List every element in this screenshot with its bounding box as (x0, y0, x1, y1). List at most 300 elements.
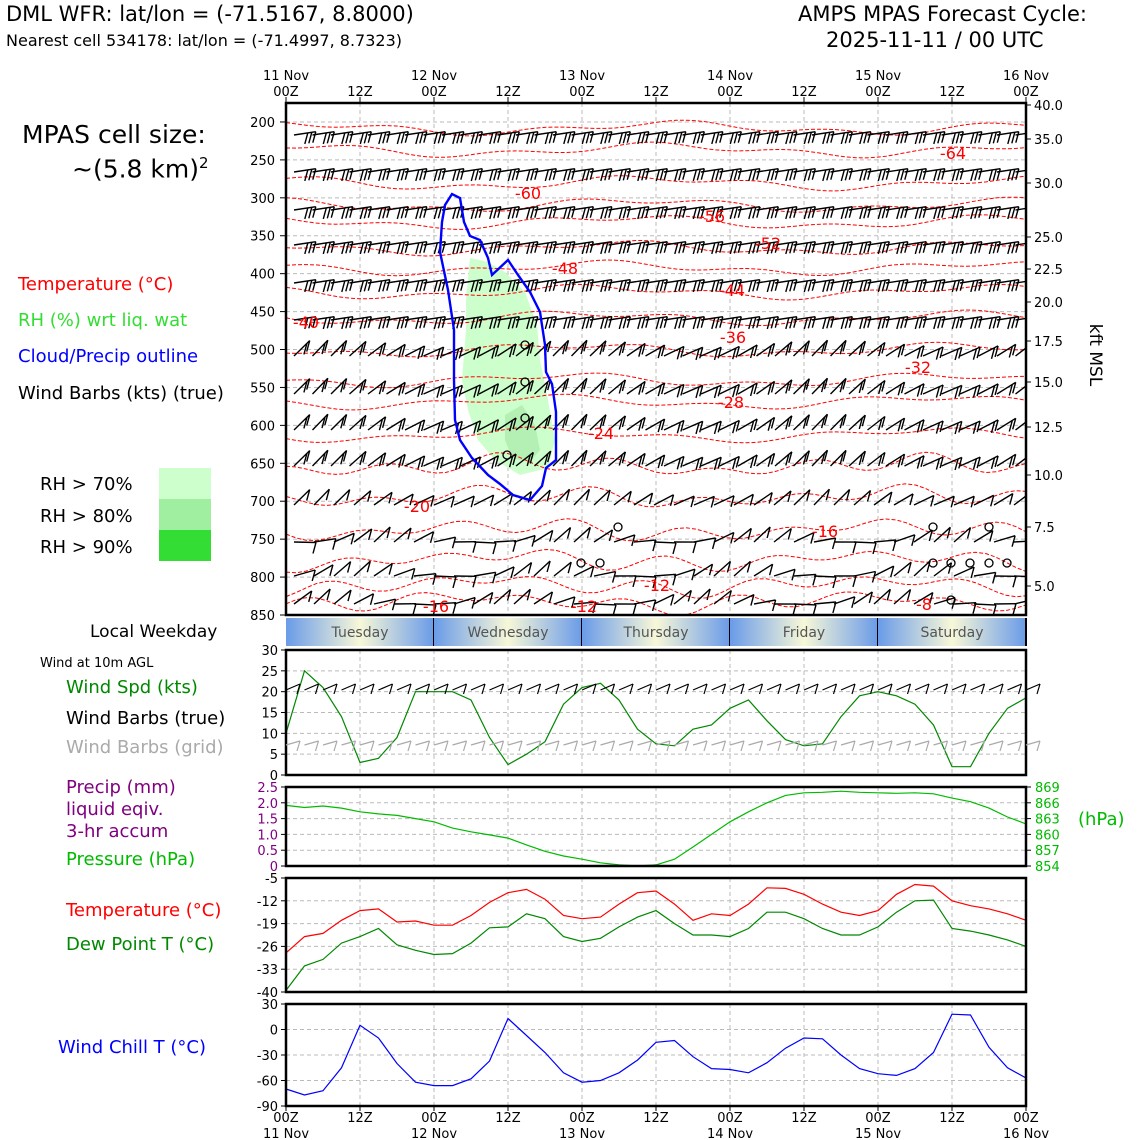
wind-barb-flag (471, 208, 474, 219)
wind-barb (474, 542, 496, 543)
wind-barb-grid (730, 741, 744, 745)
wind-barb-flag (827, 317, 830, 328)
wind-barb (734, 528, 751, 542)
wind-barb-flag (993, 572, 996, 583)
wind-barb-flag (471, 170, 474, 181)
wind-barb-flag (342, 281, 345, 292)
x-tick-label-bottom: 00Z (1013, 1111, 1039, 1126)
calm-wind-circle (1003, 559, 1011, 567)
wind-barb-flag (923, 132, 926, 143)
wind-barb (1014, 492, 1032, 505)
wind-barb-flag (387, 317, 390, 328)
wind-barb-flag (901, 317, 904, 328)
wind-barb-grid-flag (889, 741, 892, 751)
wind-barb-flag (683, 207, 686, 218)
wind-barb-flag (697, 132, 700, 143)
wind-barb-flag (590, 242, 593, 253)
wind-barb-flag (771, 207, 774, 218)
wind-barb-flag (749, 133, 752, 144)
wind-10m-panel (261, 644, 1040, 784)
temperature-dewpoint-panel (257, 872, 1026, 1001)
wind-barb-flag (757, 207, 760, 218)
wind-barb-flag (979, 207, 982, 218)
wind-barb-flag (493, 543, 496, 554)
wind-barb-flag (915, 133, 918, 144)
wind-barb-flag (868, 169, 871, 180)
wind-barb (734, 595, 754, 604)
wind-barb-flag (886, 317, 889, 328)
wind-barb-flag (886, 132, 889, 143)
calm-wind-circle (985, 559, 993, 567)
wind-barb-flag (564, 318, 567, 329)
wind-barb-flag (461, 132, 464, 143)
wind-barb-flag (956, 317, 959, 328)
wind-barb (794, 604, 816, 605)
wind-barb (594, 604, 616, 605)
wind-barb-flag (749, 281, 752, 292)
wind-barb-flag (572, 317, 575, 328)
wind-barb-flag (553, 207, 556, 218)
panel-tick-label-left: -40 (256, 986, 278, 1001)
wind-barb-flag (475, 132, 478, 143)
wind-barb-flag (679, 169, 682, 180)
wind-barb-flag (405, 132, 408, 143)
wind-barb-flag (346, 280, 349, 291)
wind-barb-flag (586, 207, 589, 218)
x-day-label-bottom: 13 Nov (558, 1127, 606, 1140)
wind-barb-grid-flag (612, 741, 615, 751)
wind-barb (701, 347, 721, 356)
wind-barb-flag (379, 133, 382, 144)
wind-barb-flag (638, 208, 641, 219)
wind-barb-flag (693, 170, 696, 181)
wind-barb-flag (716, 317, 719, 328)
wind-barb-grid (286, 741, 300, 745)
wind-barb-flag (453, 208, 456, 219)
wind-barb (868, 453, 885, 467)
wind-barb-flag (360, 318, 363, 329)
precip-label-1: Precip (mm) (66, 777, 176, 798)
wind-barb-flag (919, 207, 922, 218)
wind-barb-flag (313, 169, 316, 180)
wind-barb-flag (346, 207, 349, 218)
wind-barb-flag (942, 242, 945, 253)
wind-barb-flag (915, 208, 918, 219)
wind-barb-grid-flag (778, 741, 781, 751)
wind-barb-flag (535, 132, 538, 143)
wind-barb-flag (401, 207, 404, 218)
wind-barb-flag (720, 169, 723, 180)
wind-barb-flag (989, 318, 992, 329)
wind-barb-flag (549, 132, 552, 143)
y-tick-label-right: 25.0 (1034, 231, 1063, 246)
wind-barb-flag (360, 170, 363, 181)
wind-barb-flag (568, 132, 571, 143)
wind-barb-flag (660, 317, 663, 328)
x-day-label-top: 16 Nov (1002, 69, 1050, 84)
wind-barb-flag (572, 169, 575, 180)
wind-barb (923, 385, 943, 394)
wind-barb-grid (305, 741, 319, 745)
wind-barb-flag (368, 280, 371, 291)
wind-barb-flag (405, 242, 408, 253)
wind-barb-grid (1026, 741, 1040, 745)
wind-barb (1016, 343, 1034, 356)
wind-barb-flag (582, 243, 585, 254)
wind-barb-flag (868, 207, 871, 218)
pressure-unit-label: (hPa) (1078, 809, 1125, 830)
wind-barb-flag (627, 242, 630, 253)
wind-barb-flag (790, 207, 793, 218)
wind-barb-flag (638, 170, 641, 181)
y-tick-label-right: 7.5 (1034, 521, 1055, 536)
wind-barb-flag (401, 317, 404, 328)
wind-barb-flag (397, 133, 400, 144)
wind-barb-flag (1008, 281, 1011, 292)
wind-barb (494, 567, 514, 576)
wind-barb-flag (609, 280, 612, 291)
wind-barb-grid (360, 741, 374, 745)
wind-barb-flag (827, 169, 830, 180)
wind-barb-flag (956, 169, 959, 180)
x-tick-label-top: 00Z (569, 85, 595, 100)
wind-barb-flag (1034, 207, 1037, 218)
wind-barb-flag (405, 280, 408, 291)
wind-barb-flag (775, 132, 778, 143)
wind-barb-grid (342, 741, 356, 745)
wind-barb-flag (490, 170, 493, 181)
wind-barb-flag (864, 132, 867, 143)
wind-barb-flag (720, 242, 723, 253)
wind-barb-flag (827, 280, 830, 291)
wind-barb-grid (471, 741, 485, 745)
wind-barb-flag (405, 169, 408, 180)
wind-barb-grid-flag (926, 741, 929, 751)
x-day-label-bottom: 16 Nov (1002, 1127, 1050, 1140)
wind-barb-grid-flag (556, 741, 559, 751)
wind-barb-flag (368, 169, 371, 180)
wind-barb-flag (642, 207, 645, 218)
wind-barb-flag (549, 317, 552, 328)
wind-barb-flag (749, 318, 752, 329)
wind-barb-flag (697, 317, 700, 328)
wind-barb-flag (831, 242, 834, 253)
wind-barb-flag (757, 132, 760, 143)
temperature-contour-label: -44 (718, 281, 746, 300)
wind-barb-flag (786, 281, 789, 292)
wind-barb (442, 385, 462, 394)
wind-barb-flag (886, 280, 889, 291)
wind-barb-flag (773, 600, 776, 611)
wind-barb-flag (841, 243, 844, 254)
wind-barb-flag (712, 170, 715, 181)
wind-barb-flag (438, 280, 441, 291)
wind-barb-flag (767, 133, 770, 144)
wind-barb (714, 533, 734, 543)
wind-barb-flag (960, 132, 963, 143)
wind-barb-flag (808, 132, 811, 143)
wind-barb-flag (971, 133, 974, 144)
wind-barb-flag (313, 207, 316, 218)
wind-barb-flag (720, 132, 723, 143)
wind-barb-grid-flag (519, 741, 522, 751)
wind-barb-flag (864, 169, 867, 180)
wind-barb-flag (753, 317, 756, 328)
wind-barb-grid-flag (427, 741, 430, 751)
temperature-contour-label: -32 (904, 358, 932, 377)
wind-barb-flag (405, 317, 408, 328)
wind-barb-flag (804, 318, 807, 329)
wind-barb-flag (350, 132, 353, 143)
wind-barb-flag (638, 318, 641, 329)
wind-barb-flag (901, 207, 904, 218)
wind-barb-flag (512, 207, 515, 218)
y-tick-label-left: 500 (250, 343, 275, 359)
wind-barb-flag (905, 280, 908, 291)
wind-barb-flag (738, 169, 741, 180)
wind-barb-flag (712, 281, 715, 292)
wind-barb-flag (1008, 318, 1011, 329)
wind-barb-flag (313, 280, 316, 291)
wind-barb (974, 604, 996, 605)
panel-tick-label-left: -5 (265, 872, 278, 887)
wind-barb-grid (638, 741, 652, 745)
wind-barb-flag (757, 169, 760, 180)
wind-barb-flag (438, 207, 441, 218)
wind-barb-flag (804, 133, 807, 144)
wind-barb (334, 533, 354, 542)
wind-barb-flag (804, 208, 807, 219)
wind-barb-flag (989, 243, 992, 254)
wind-barb-flag (619, 318, 622, 329)
wind-barb-grid-flag (408, 741, 411, 751)
panel-tick-label-right: 863 (1035, 812, 1060, 828)
wind-barb-flag (960, 242, 963, 253)
wind-barb-flag (956, 242, 959, 253)
wind-barb-flag (664, 317, 667, 328)
wind-barb-flag (775, 280, 778, 291)
y-tick-label-right: 15.0 (1034, 376, 1063, 391)
precip-pressure-panel (257, 781, 1060, 875)
wind-barb-flag (331, 207, 334, 218)
wind-barb-flag (952, 208, 955, 219)
wind-barb-flag (749, 208, 752, 219)
wind-barb-flag (323, 170, 326, 181)
wind-barb-flag (590, 207, 593, 218)
wind-barbs-true-label: Wind Barbs (true) (66, 708, 226, 729)
panel-tick-label-left: 0 (269, 860, 278, 875)
wind-barb-flag (868, 317, 871, 328)
wind-barb (474, 572, 496, 576)
y-tick-label-left: 600 (250, 419, 275, 435)
wind-barb-flag (656, 318, 659, 329)
header-cycle-date: 2025-11-11 / 00 UTC (826, 28, 1044, 52)
wind-barb-flag (627, 207, 630, 218)
wind-barb-flag (831, 207, 834, 218)
wind-barb-flag (568, 280, 571, 291)
wind-barb-flag (989, 133, 992, 144)
wind-barb-flag (675, 208, 678, 219)
wind-barb-flag (313, 132, 316, 143)
wind-barb-flag (860, 133, 863, 144)
wind-barb-flag (405, 207, 408, 218)
panel-tick-label-left: 30 (261, 644, 278, 659)
panel-tick-label-left: -26 (256, 940, 278, 956)
header-cycle-label: AMPS MPAS Forecast Cycle: (798, 2, 1087, 26)
wind-barb-grid-flag (316, 741, 319, 751)
wind-barb-flag (938, 169, 941, 180)
wind-barb-flag (627, 317, 630, 328)
temperature-contour-label: -16 (422, 597, 450, 616)
wind-barb-flag (849, 242, 852, 253)
wind-barb-flag (623, 317, 626, 328)
wind-barb-flag (860, 208, 863, 219)
wind-barb-grid-flag (797, 741, 800, 751)
wind-barb-flag (309, 280, 312, 291)
wind-barb-flag (442, 280, 445, 291)
wind-barb (394, 569, 415, 577)
wind-barb-flag (1030, 132, 1033, 143)
wind-barb (701, 457, 721, 466)
wind-barb-flag (545, 243, 548, 254)
wind-barb-flag (323, 243, 326, 254)
wind-barb-flag (675, 318, 678, 329)
x-day-label-top: 15 Nov (854, 69, 902, 84)
wind-barb-flag (804, 243, 807, 254)
wind-barb-flag (942, 280, 945, 291)
header-nearest-cell: Nearest cell 534178: lat/lon = (-71.4997, 8.7323) (6, 31, 402, 50)
wind-barb-flag (804, 281, 807, 292)
wind-barb-flag (387, 132, 390, 143)
wind-barb-flag (327, 132, 330, 143)
wind-barb-flag (1030, 343, 1033, 354)
wind-barb-flag (938, 317, 941, 328)
wind-barb-flag (868, 280, 871, 291)
wind-barb-flag (656, 281, 659, 292)
wind-barb-flag (479, 207, 482, 218)
wind-barb-flag (572, 207, 575, 218)
wind-barb-flag (568, 207, 571, 218)
wind-barb-flag (642, 280, 645, 291)
wind-barb-flag (971, 318, 974, 329)
header-location-title: DML WFR: lat/lon = (-71.5167, 8.8000) (6, 2, 414, 26)
wind-barb-flag (934, 170, 937, 181)
wind-barb-flag (1030, 417, 1033, 428)
wind-barb-flag (841, 318, 844, 329)
temperature-contour-label: -60 (514, 184, 542, 203)
wind-barb-flag (609, 317, 612, 328)
wind-barb-flag (849, 280, 852, 291)
wind-barb-flag (601, 133, 604, 144)
wind-barb-flag (331, 132, 334, 143)
wind-barb-flag (886, 169, 889, 180)
wind-barb-flag (1030, 169, 1033, 180)
wind-barb-flag (1012, 280, 1015, 291)
wind-barb-flag (656, 243, 659, 254)
temperature-contour-label: -16 (811, 522, 839, 541)
wind-barb-flag (508, 133, 511, 144)
legend-temperature: Temperature (°C) (18, 274, 174, 295)
wind-barb-flag (942, 207, 945, 218)
wind-barb-flag (989, 170, 992, 181)
wind-barb (923, 347, 943, 356)
wind-barb-flag (424, 242, 427, 253)
wind-barb-flag (333, 539, 336, 550)
wind-barb-flag (882, 207, 885, 218)
wind-barb-flag (642, 242, 645, 253)
wind-barb-flag (919, 317, 922, 328)
calm-wind-circle (966, 559, 974, 567)
wind-barb-grid-flag (593, 741, 596, 751)
wind-barb-flag (590, 132, 593, 143)
wind-barb-flag (582, 133, 585, 144)
wind-barb-flag (757, 280, 760, 291)
wind-barb-flag (679, 132, 682, 143)
wind-barb-flag (905, 317, 908, 328)
wind-barb-grid-flag (741, 741, 744, 751)
y-tick-label-left: 850 (250, 609, 275, 624)
wind-barb-flag (383, 242, 386, 253)
wind-barb-grid-flag (445, 741, 448, 751)
cell-size-value-text: ~(5.8 km) (72, 154, 199, 184)
wind-barb-flag (416, 208, 419, 219)
temperature-contour-label: -56 (698, 207, 726, 226)
wind-barb-flag (923, 280, 926, 291)
wind-barb-flag (730, 133, 733, 144)
wind-barb-flag (971, 208, 974, 219)
legend-rh70: RH > 70% (40, 474, 133, 495)
wind-barb-flag (675, 170, 678, 181)
wind-barb-flag (845, 169, 848, 180)
wind-barb-flag (586, 242, 589, 253)
temperature-contour-label: -48 (551, 259, 579, 278)
wind-barb-flag (420, 207, 423, 218)
legend-rh90: RH > 90% (40, 537, 133, 558)
x-day-label-bottom: 15 Nov (854, 1127, 902, 1140)
wind-barb-flag (360, 281, 363, 292)
wind-barb-flag (734, 169, 737, 180)
x-tick-label-top: 00Z (1013, 85, 1039, 100)
wind-barb-flag (683, 242, 686, 253)
wind-barb-flag (767, 170, 770, 181)
wind-barb-flag (956, 280, 959, 291)
wind-barb-grid-flag (501, 741, 504, 751)
wind-barb-flag (327, 207, 330, 218)
wind-barb (774, 529, 791, 543)
y-tick-label-right: 5.0 (1034, 580, 1055, 595)
y-tick-label-right: 40.0 (1034, 99, 1063, 114)
y-tick-label-left: 250 (250, 153, 275, 169)
wind-barb-flag (1016, 317, 1019, 328)
panel-tick-label-left: 0 (269, 769, 278, 784)
x-day-label-top: 11 Nov (262, 69, 310, 84)
wind-barb-flag (989, 281, 992, 292)
x-day-label-bottom: 11 Nov (262, 1127, 310, 1140)
wind-barb-flag (453, 577, 456, 588)
wind-barb-flag (619, 281, 622, 292)
wind-barb-flag (605, 169, 608, 180)
wind-barb-flag (327, 169, 330, 180)
wind-barb (720, 457, 740, 467)
wind-barb-flag (753, 132, 756, 143)
wind-barb-flag (912, 535, 915, 546)
wind-barb-flag (693, 318, 696, 329)
wind-barb-flag (823, 281, 826, 292)
wind-barb-flag (434, 133, 437, 144)
wind-barb-flag (623, 242, 626, 253)
wind-barb-flag (697, 169, 700, 180)
wind-barb-flag (915, 170, 918, 181)
